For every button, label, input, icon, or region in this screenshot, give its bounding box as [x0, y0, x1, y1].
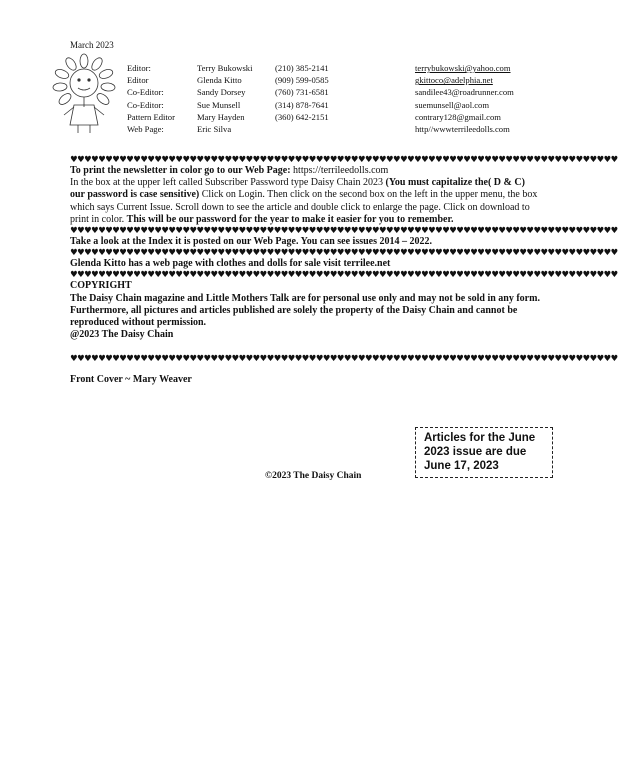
staff-role: Editor: — [127, 63, 151, 73]
staff-email-link[interactable]: gkittoco@adelphia.net — [415, 75, 493, 86]
staff-name: Glenda Kitto — [197, 75, 242, 86]
staff-directory — [127, 62, 545, 135]
print-instructions — [70, 165, 540, 226]
staff-row — [127, 86, 545, 98]
footer-copyright: ©2023 The Daisy Chain — [265, 471, 362, 481]
staff-name: Mary Hayden — [197, 111, 245, 122]
staff-name: Sue Munsell — [197, 99, 241, 110]
staff-email: sandilee43@roadrunner.com — [415, 87, 514, 98]
staff-phone: (909) 599-0585 — [275, 75, 329, 86]
print-heading: To print the newsletter in color go to our Web Page: — [70, 165, 291, 176]
issue-date: March 2023 — [70, 40, 114, 50]
staff-phone: (314) 878-7641 — [275, 99, 329, 110]
staff-row — [127, 99, 545, 111]
copyright-heading: COPYRIGHT — [70, 280, 132, 292]
staff-row — [127, 62, 545, 74]
staff-row — [127, 123, 545, 135]
daisy-doll-logo — [50, 55, 118, 135]
staff-phone — [275, 123, 415, 135]
staff-role: Pattern Editor — [127, 111, 175, 122]
staff-name: Sandy Dorsey — [197, 87, 246, 98]
staff-role: Web Page: — [127, 124, 164, 135]
staff-phone: (760) 731-6581 — [275, 87, 329, 98]
glenda-note: Glenda Kitto has a web page with clothes and dolls for sale visit terrilee.net — [70, 258, 391, 270]
staff-phone: (360) 642-2151 — [275, 111, 329, 122]
copyright-line: @2023 The Daisy Chain — [70, 329, 174, 341]
print-body-text: Click on Login. Then click on the second box on the left in the upper menu, the box which says Current Issue. Scroll down to see the article and double click to enlarge the page. Click on download to print in color. — [70, 189, 538, 225]
staff-role: Co-Editor: — [127, 99, 164, 110]
staff-name: Eric Silva — [197, 124, 232, 135]
heart-divider: ♥♥♥♥♥♥♥♥♥♥♥♥♥♥♥♥♥♥♥♥♥♥♥♥♥♥♥♥♥♥♥♥♥♥♥♥♥♥♥♥♥♥♥♥♥♥♥♥♥♥♥♥♥♥♥♥♥♥♥♥♥♥♥♥♥♥♥♥♥♥♥♥♥♥♥♥♥♥ — [70, 155, 618, 165]
newsletter-body — [70, 155, 618, 386]
copyright-body: The Daisy Chain magazine and Little Mothers Talk are for personal use only and may not be sold in any form. Furthermore, all pictures and articles published are solely the property of the Daisy Chain and cannot be reproduced without permission. — [70, 292, 540, 329]
staff-web-link[interactable]: http//wwwterrileedolls.com — [415, 124, 510, 135]
case-sensitive-note: (You must capitalize the( D & C) our password is case sensitive) — [70, 177, 525, 201]
staff-role: Editor — [127, 75, 149, 86]
staff-phone: (210) 385-2141 — [275, 63, 329, 73]
print-body-text: In the box at the upper left called Subscriber Password type Daisy Chain 2023 — [70, 177, 386, 189]
staff-role: Co-Editor: — [127, 87, 164, 98]
heart-divider: ♥♥♥♥♥♥♥♥♥♥♥♥♥♥♥♥♥♥♥♥♥♥♥♥♥♥♥♥♥♥♥♥♥♥♥♥♥♥♥♥♥♥♥♥♥♥♥♥♥♥♥♥♥♥♥♥♥♥♥♥♥♥♥♥♥♥♥♥♥♥♥♥♥♥♥♥♥♥ — [70, 226, 618, 237]
heart-divider: ♥♥♥♥♥♥♥♥♥♥♥♥♥♥♥♥♥♥♥♥♥♥♥♥♥♥♥♥♥♥♥♥♥♥♥♥♥♥♥♥♥♥♥♥♥♥♥♥♥♥♥♥♥♥♥♥♥♥♥♥♥♥♥♥♥♥♥♥♥♥♥♥♥♥♥♥♥♥ — [70, 270, 618, 281]
staff-name: Terry Bukowski — [197, 63, 253, 73]
staff-email: suemunsell@aol.com — [415, 99, 490, 110]
index-note: Take a look at the Index it is posted on our Web Page. You can see issues 2014 – 2022. — [70, 236, 432, 248]
heart-divider: ♥♥♥♥♥♥♥♥♥♥♥♥♥♥♥♥♥♥♥♥♥♥♥♥♥♥♥♥♥♥♥♥♥♥♥♥♥♥♥♥♥♥♥♥♥♥♥♥♥♥♥♥♥♥♥♥♥♥♥♥♥♥♥♥♥♥♥♥♥♥♥♥♥♥♥♥♥♥ — [70, 248, 618, 259]
password-note: This will be our password for the year to make it easier for you to remember. — [126, 213, 454, 225]
heart-divider: ♥♥♥♥♥♥♥♥♥♥♥♥♥♥♥♥♥♥♥♥♥♥♥♥♥♥♥♥♥♥♥♥♥♥♥♥♥♥♥♥♥♥♥♥♥♥♥♥♥♥♥♥♥♥♥♥♥♥♥♥♥♥♥♥♥♥♥♥♥♥♥♥♥♥♥♥♥♥ — [70, 353, 618, 364]
staff-row — [127, 111, 545, 123]
articles-due-notice: Articles for the June 2023 issue are due June 17, 2023 — [415, 427, 553, 478]
front-cover-credit: Front Cover ~ Mary Weaver — [70, 373, 192, 385]
staff-email: contrary128@gmail.com — [415, 111, 501, 122]
staff-email-link[interactable]: terrybukowski@yahoo.com — [415, 63, 511, 73]
staff-row — [127, 74, 545, 86]
website-link[interactable]: https://terrileedolls.com — [290, 165, 389, 176]
